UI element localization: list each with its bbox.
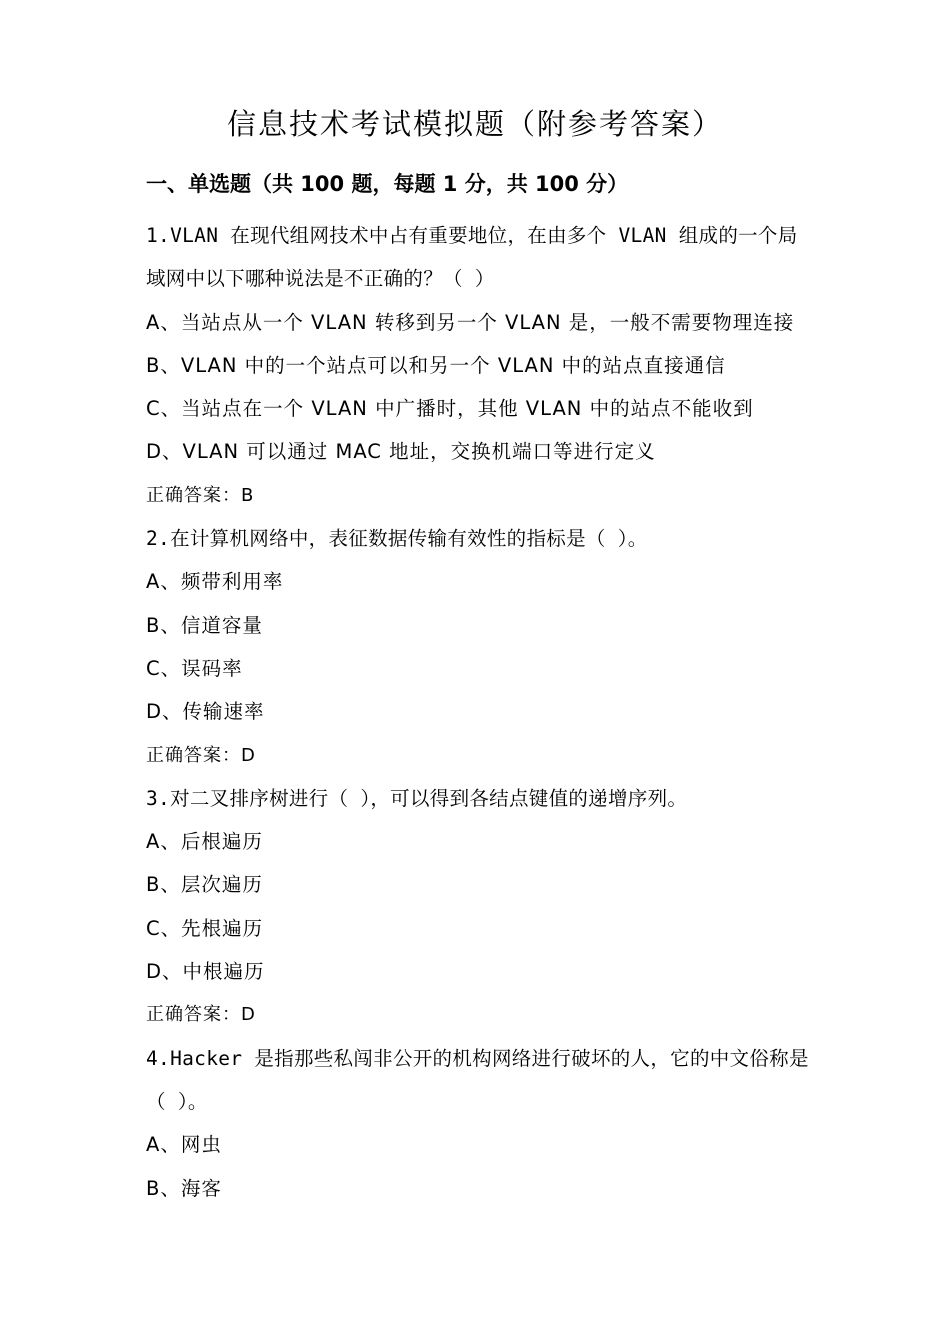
option-c: C、先根遍历 [146,916,264,940]
correct-answer: 正确答案：D [146,1004,256,1026]
question-stem: 4.Hacker 是指那些私闯非公开的机构网络进行破坏的人，它的中文俗称是（ ）。 [146,1046,809,1113]
question-stem: 1.VLAN 在现代组网技术中占有重要地位，在由多个 VLAN 组成的一个局域网中以下哪种说法是不正确的？（ ） [146,224,798,291]
question-stem: 3.对二叉排序树进行（ ），可以得到各结点键值的递增序列。 [146,786,688,810]
option-d: D、传输速率 [146,700,265,724]
question-list [146,214,810,1210]
section-heading: 一、单选题（共 100 题，每题 1 分，共 100 分） [146,172,629,196]
option-a: A、当站点从一个 VLAN 转移到另一个 VLAN 是，一般不需要物理连接 [146,310,795,334]
correct-answer: 正确答案：B [146,484,255,506]
question-4 [146,1037,810,1210]
question-3 [146,777,810,1037]
option-b: B、信道容量 [146,613,263,637]
option-d: D、中根遍历 [146,960,265,984]
option-a: A、网虫 [146,1133,222,1157]
option-b: B、海客 [146,1176,222,1200]
question-2 [146,517,810,777]
option-d: D、VLAN 可以通过 MAC 地址，交换机端口等进行定义 [146,440,656,464]
option-c: C、误码率 [146,656,243,680]
option-b: B、层次遍历 [146,873,263,897]
option-a: A、频带利用率 [146,570,284,594]
question-1 [146,214,810,517]
option-c: C、当站点在一个 VLAN 中广播时，其他 VLAN 中的站点不能收到 [146,397,754,421]
option-b: B、VLAN 中的一个站点可以和另一个 VLAN 中的站点直接通信 [146,353,726,377]
question-stem: 2.在计算机网络中，表征数据传输有效性的指标是（ ）。 [146,527,648,551]
document-title: 信息技术考试模拟题（附参考答案） [226,107,723,141]
option-a: A、后根遍历 [146,830,263,854]
correct-answer: 正确答案：D [146,744,256,766]
